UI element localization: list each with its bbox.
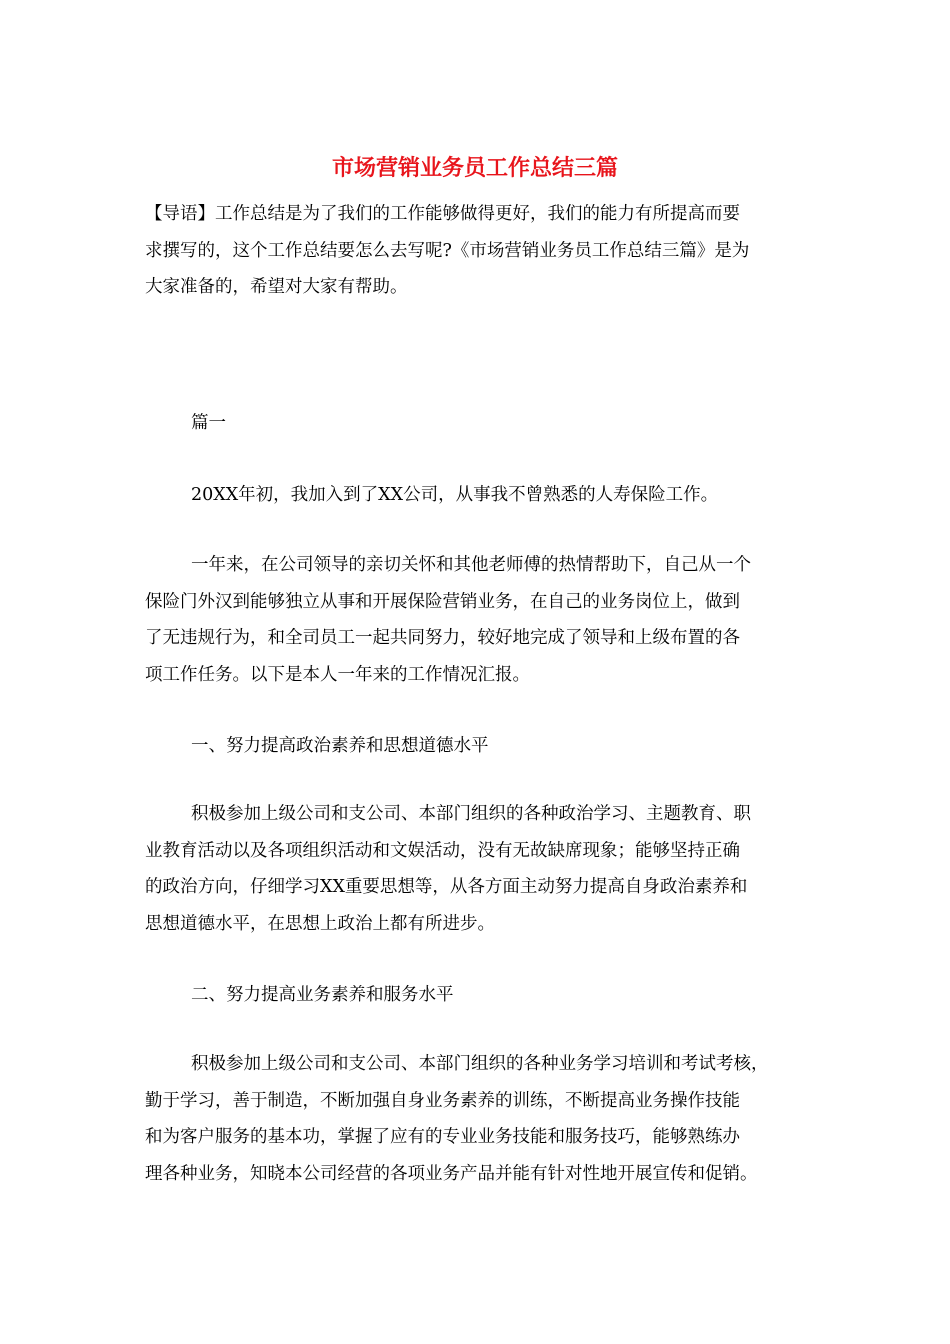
document-title: 市场营销业务员工作总结三篇 <box>331 155 618 181</box>
paragraph-line: 一年来，在公司领导的亲切关怀和其他老师傅的热情帮助下，自己从一个 <box>191 555 751 575</box>
section-heading: 二、努力提高业务素养和服务水平 <box>191 985 454 1005</box>
paragraph-line: 积极参加上级公司和支公司、本部门组织的各种政治学习、主题教育、职 <box>191 804 751 824</box>
paragraph-2 <box>145 547 810 693</box>
intro-line: 求撰写的，这个工作总结要怎么去写呢?《市场营销业务员工作总结三篇》是为 <box>145 240 750 261</box>
paragraph-line: 20XX年初，我加入到了XX公司，从事我不曾熟悉的人寿保险工作。 <box>191 485 719 505</box>
heading-2-block <box>145 977 810 1014</box>
paragraph-3 <box>145 796 810 942</box>
paragraph-line: 思想道德水平，在思想上政治上都有所进步。 <box>145 913 495 934</box>
paragraph-4 <box>145 1046 810 1192</box>
section-heading: 一、努力提高政治素养和思想道德水平 <box>191 736 489 756</box>
intro-line: 大家准备的，希望对大家有帮助。 <box>145 277 408 297</box>
paragraph-line: 和为客户服务的基本功，掌握了应有的专业业务技能和服务技巧，能够熟练办 <box>145 1127 740 1147</box>
intro-line: 【导语】工作总结是为了我们的工作能够做得更好，我们的能力有所提高而要 <box>145 204 740 224</box>
paragraph-line: 理各种业务，知晓本公司经营的各项业务产品并能有针对性地开展宣传和促销。 <box>145 1163 758 1184</box>
section-label-block <box>145 405 810 442</box>
paragraph-line: 保险门外汉到能够独立从事和开展保险营销业务，在自己的业务岗位上，做到 <box>145 591 740 612</box>
paragraph-1 <box>145 477 810 514</box>
heading-1-block <box>145 728 810 765</box>
intro-paragraph <box>145 196 810 306</box>
paragraph-line: 勤于学习，善于制造，不断加强自身业务素养的训练，不断提高业务操作技能 <box>145 1090 740 1111</box>
paragraph-line: 了无违规行为，和全司员工一起共同努力，较好地完成了领导和上级布置的各 <box>145 628 740 648</box>
section-label: 篇一 <box>191 413 226 433</box>
paragraph-line: 积极参加上级公司和支公司、本部门组织的各种业务学习培训和考试考核， <box>191 1054 769 1074</box>
paragraph-line: 业教育活动以及各项组织活动和文娱活动，没有无故缺席现象；能够坚持正确 <box>145 840 740 861</box>
paragraph-line: 项工作任务。以下是本人一年来的工作情况汇报。 <box>145 664 530 685</box>
paragraph-line: 的政治方向，仔细学习XX重要思想等，从各方面主动努力提高自身政治素养和 <box>145 877 748 897</box>
